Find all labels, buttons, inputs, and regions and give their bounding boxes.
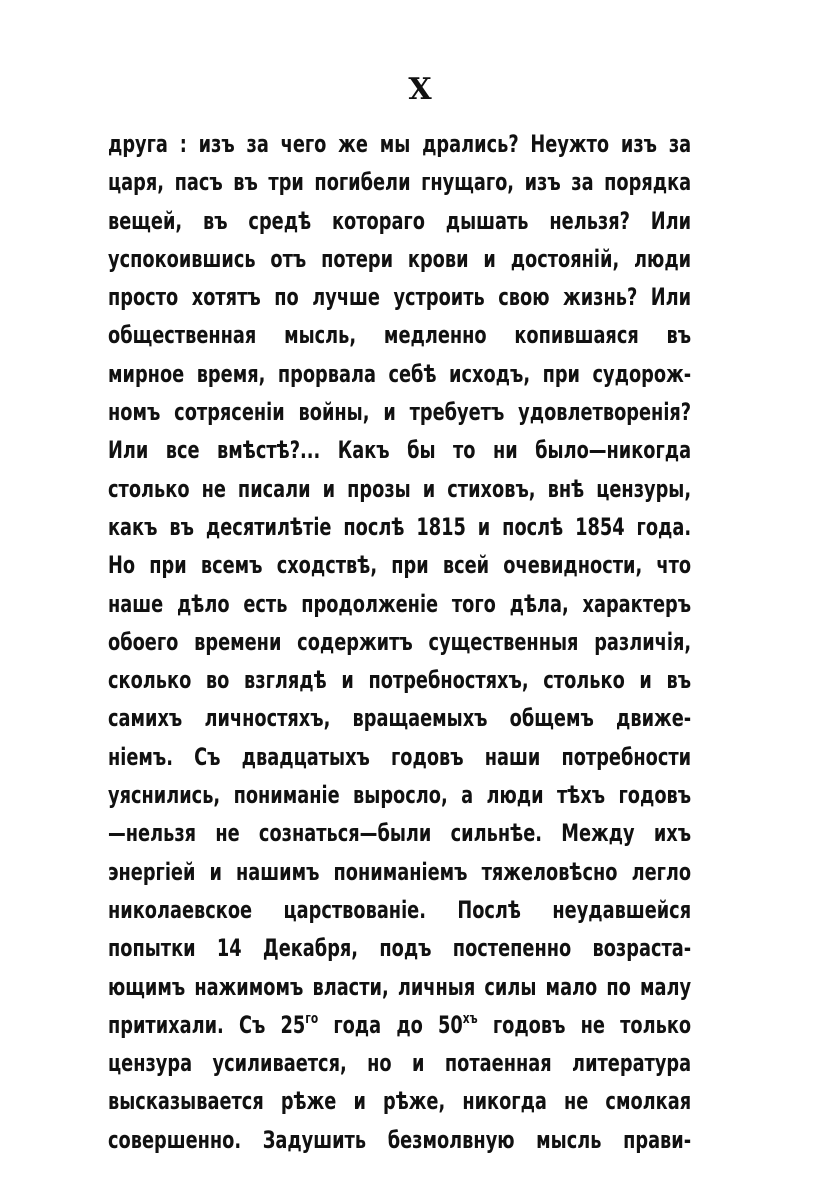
text-line: вещей, въ средѣ котораго дышать нельзя? Или <box>108 206 692 235</box>
text-line: уяснились, пониманіе выросло, а люди тѣхъ годовъ <box>108 781 692 810</box>
text-line: обоего времени содержитъ существенныя различія, <box>108 627 692 656</box>
page-number: X <box>408 72 432 107</box>
text-line: ющимъ нажимомъ власти, личныя силы мало по малу <box>108 972 692 1001</box>
text-line: Но при всемъ сходствѣ, при всей очевидности, что <box>108 551 692 580</box>
text-line: —нельзя не сознаться—были сильнѣе. Между ихъ <box>108 819 692 848</box>
text-line: номъ сотрясеніи войны, и требуетъ удовлетворенія? <box>108 398 692 427</box>
text-line: цензура усиливается, но и потаенная литература <box>108 1049 692 1078</box>
text-line: просто хотятъ по лучше устроить свою жизнь? Или <box>108 283 692 312</box>
text-line: совершенно. Задушить безмолвную мысль прави- <box>108 1125 692 1154</box>
text-line: успокоившись отъ потери крови и достояній, люди <box>108 244 692 273</box>
text-line: друга : изъ за чего же мы дрались? Неужто изъ за <box>108 130 692 158</box>
body-text <box>108 125 691 1159</box>
text-line: попытки 14 Декабря, подъ постепенно возраста- <box>108 934 692 963</box>
text-line: наше дѣло есть продолженіе того дѣла, характеръ <box>108 589 692 618</box>
text-segment: притихали. Съ 25 <box>108 1010 306 1039</box>
text-line: энергіей и нашимъ пониманіемъ тяжеловѣсно легло <box>108 857 692 886</box>
text-segment: годовъ не только <box>477 1010 692 1039</box>
text-line: общественная мысль, медленно копившаяся въ <box>108 321 692 350</box>
text-line-with-superscripts <box>108 1006 691 1044</box>
text-line: высказывается рѣже и рѣже, никогда не смолкая <box>108 1087 692 1116</box>
text-line: николаевское царствованіе. Послѣ неудавшейся <box>108 895 692 924</box>
text-line: самихъ личностяхъ, вращаемыхъ общемъ движе- <box>108 704 692 733</box>
text-segment: года до 50 <box>318 1010 463 1039</box>
superscript: го <box>305 1010 319 1027</box>
text-line: сколько во взглядѣ и потребностяхъ, столько и въ <box>108 666 692 695</box>
text-line: царя, пасъ въ три погибели гнущаго, изъ за порядка <box>108 168 692 197</box>
text-line: мирное время, прорвала себѣ исходъ, при судорож- <box>108 359 692 388</box>
superscript: хъ <box>462 1010 478 1027</box>
text-line: столько не писали и прозы и стиховъ, внѣ цензуры, <box>108 474 692 503</box>
text-line: Или все вмѣстѣ?... Какъ бы то ни было—никогда <box>108 436 692 465</box>
text-line: какъ въ десятилѣтіе послѣ 1815 и послѣ 1854 года. <box>108 512 692 541</box>
text-line: ніемъ. Съ двадцатыхъ годовъ наши потребности <box>108 742 692 771</box>
